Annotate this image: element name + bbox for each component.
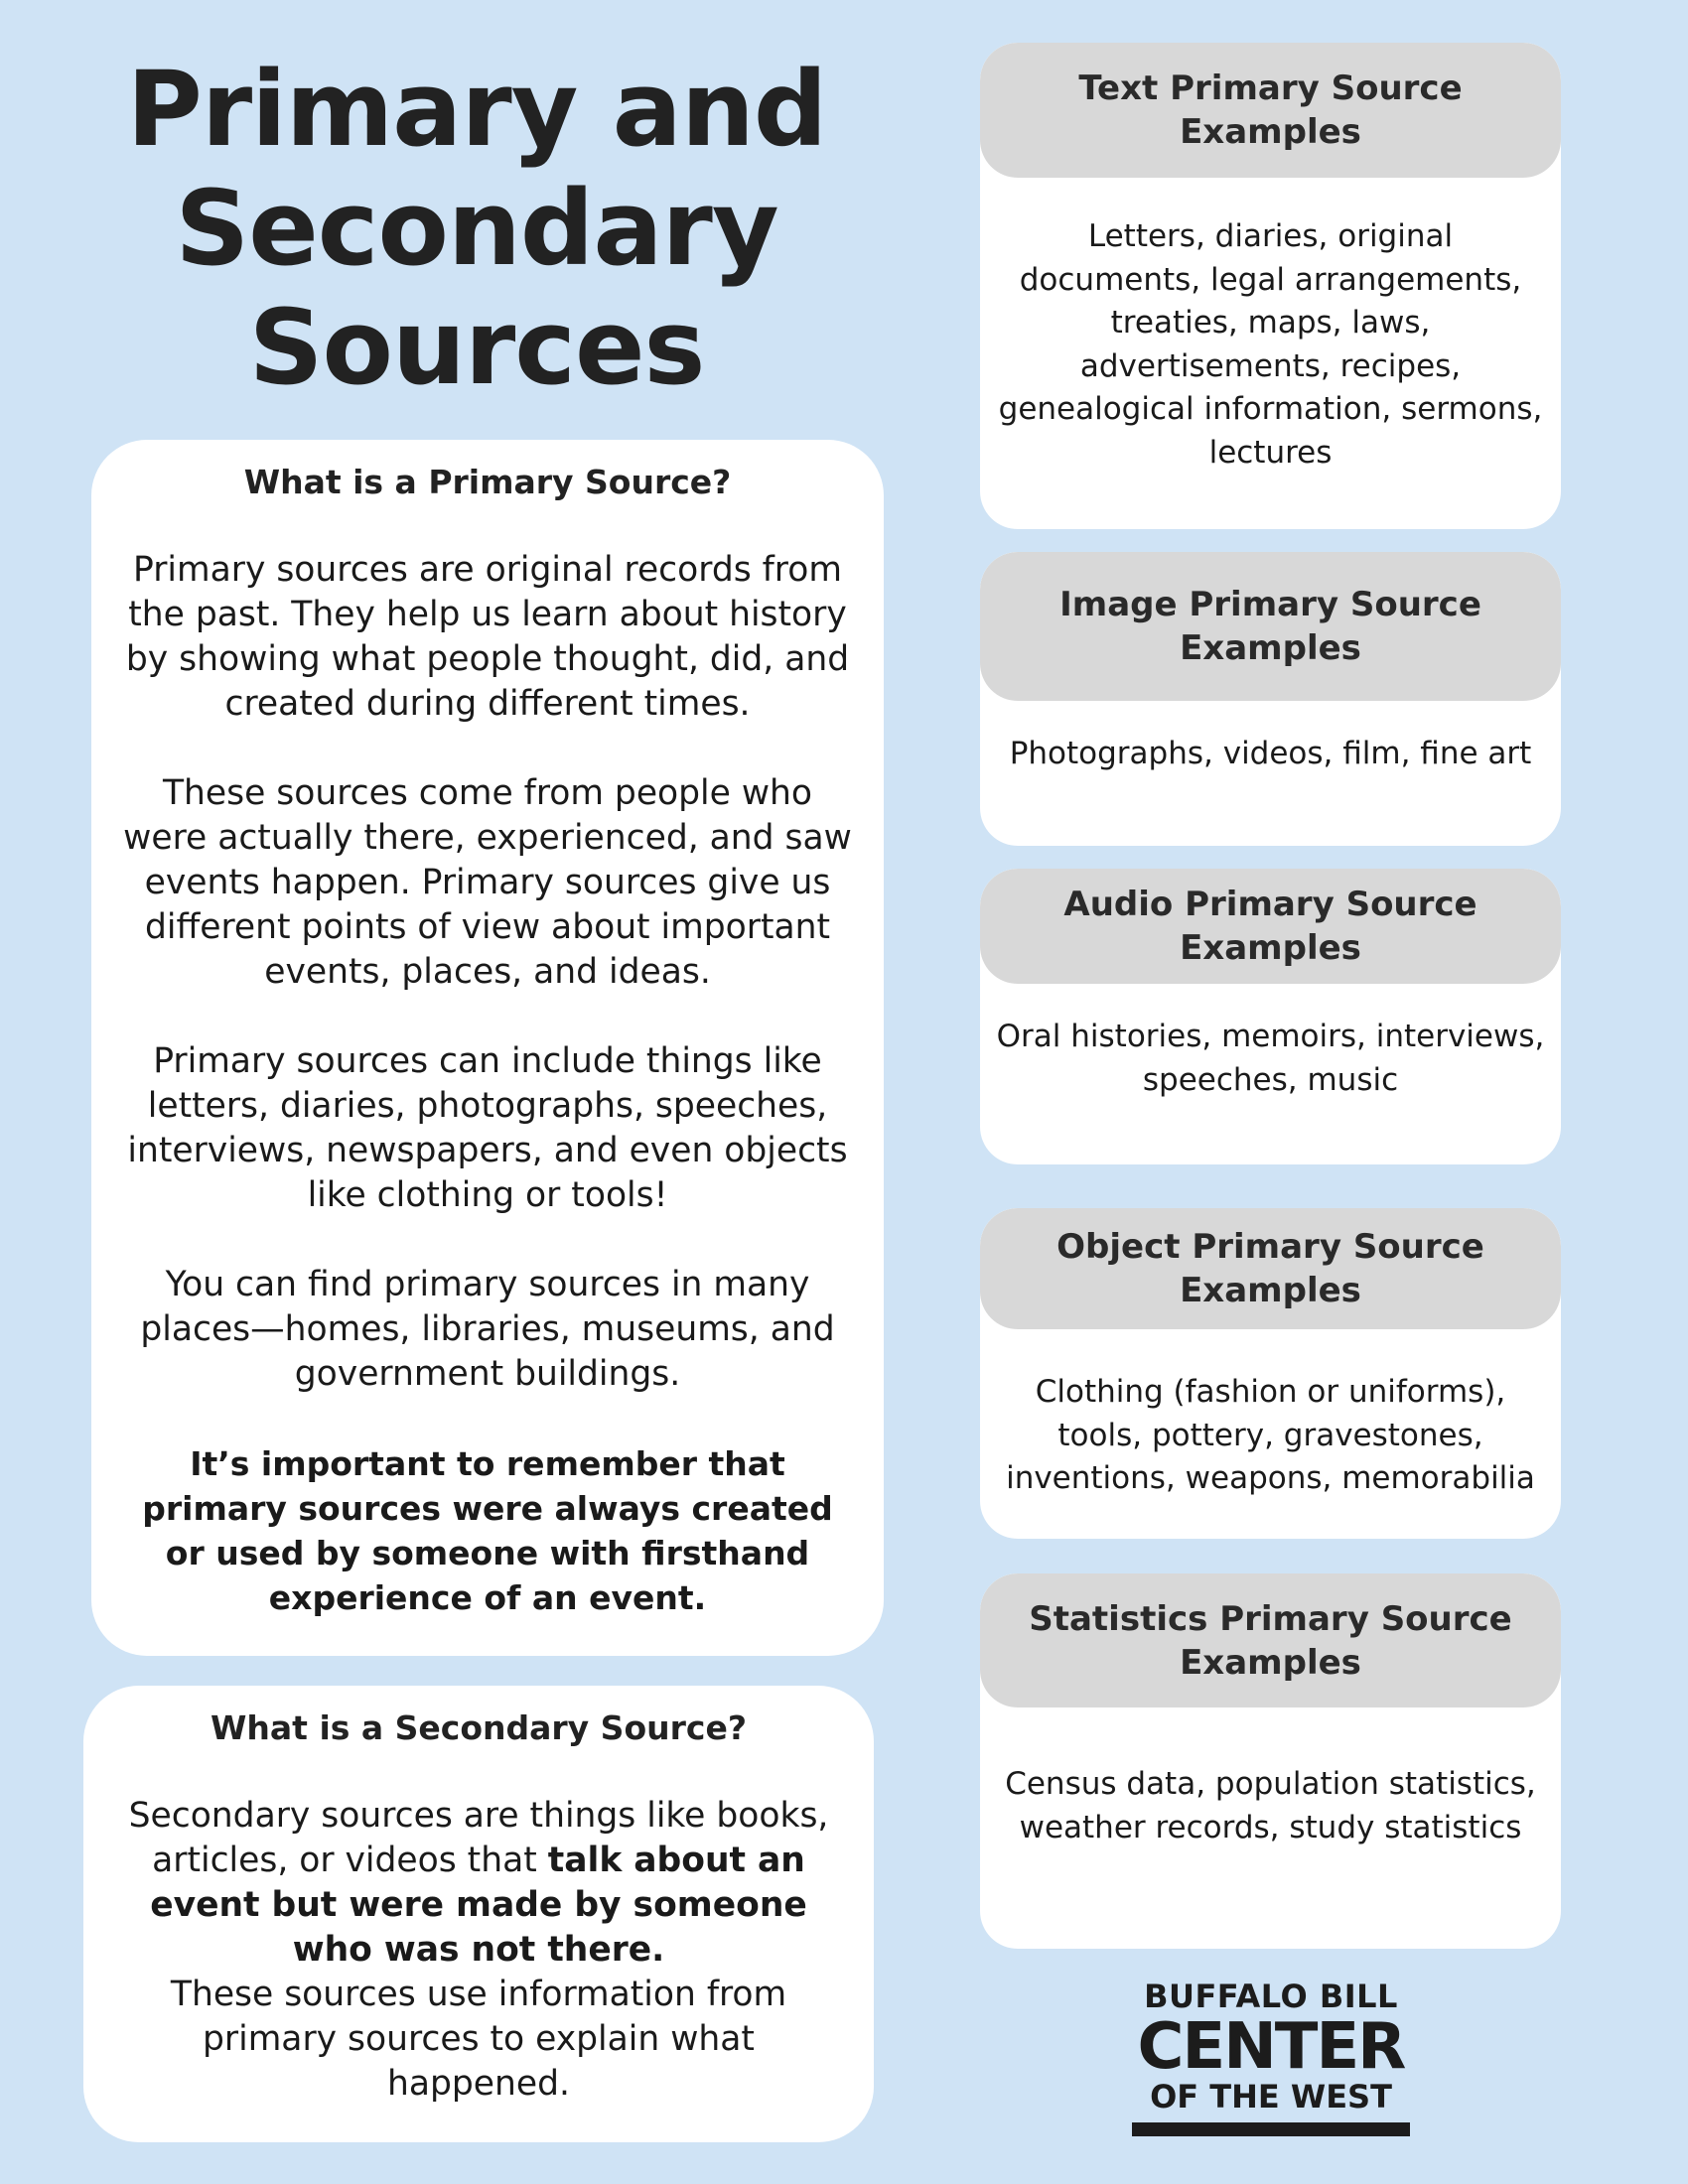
secondary-source-emphasis: talk about an event but were made by someone who was not there. (150, 1841, 807, 1970)
primary-source-key-point: It’s important to remember that primary sources were always created or used by someone with firsthand experience of an event. (142, 1444, 833, 1617)
object-examples-card (980, 1208, 1561, 1539)
secondary-source-paragraph-2: These sources use information from primary sources to explain what happened. (170, 1975, 787, 2104)
page-title-line-3: Sources (248, 287, 705, 408)
primary-source-paragraph-2: These sources come from people who were actually there, experienced, and saw events happen. Primary sources give us different points of view about important events, places, and ideas. (123, 773, 852, 992)
image-examples-card (980, 552, 1561, 846)
text-examples-heading: Text Primary Source Examples (980, 43, 1561, 178)
page-title (40, 50, 914, 407)
secondary-source-paragraph-1 (111, 1794, 846, 1973)
text-examples-body: Letters, diaries, original documents, legal arrangements, treaties, maps, laws, advertisements, recipes, genealogical information, sermons, lectures (998, 218, 1543, 471)
primary-source-heading: What is a Primary Source? (243, 463, 732, 501)
primary-source-paragraph-4: You can find primary sources in many places—homes, libraries, museums, and government buildings. (140, 1265, 835, 1394)
object-examples-heading: Object Primary Source Examples (980, 1208, 1561, 1329)
primary-source-paragraph-3: Primary sources can include things like letters, diaries, photographs, speeches, interviews, newspapers, and even objects like clothing or tools! (127, 1041, 848, 1215)
logo-line-2: CENTER (1137, 2010, 1405, 2084)
audio-examples-card (980, 869, 1561, 1164)
image-examples-heading: Image Primary Source Examples (980, 552, 1561, 701)
text-examples-card (980, 43, 1561, 529)
secondary-source-card (83, 1686, 874, 2142)
audio-examples-heading: Audio Primary Source Examples (980, 869, 1561, 984)
logo-underline (1132, 2122, 1410, 2136)
primary-source-paragraph-1: Primary sources are original records from the past. They help us learn about history by showing what people thought, did, and created during different times. (125, 550, 850, 724)
page-title-line-2: Secondary (175, 168, 778, 289)
secondary-source-text: Secondary sources are things like books, articles, or videos that (128, 1796, 829, 1880)
object-examples-body: Clothing (fashion or uniforms), tools, pottery, gravestones, inventions, weapons, memorabilia (1006, 1374, 1535, 1496)
logo-line-3: OF THE WEST (1150, 2078, 1392, 2116)
statistics-examples-heading: Statistics Primary Source Examples (980, 1573, 1561, 1707)
secondary-source-heading: What is a Secondary Source? (211, 1708, 747, 1747)
statistics-examples-body: Census data, population statistics, weather records, study statistics (1005, 1766, 1536, 1845)
image-examples-body: Photographs, videos, film, fine art (1009, 736, 1532, 771)
statistics-examples-card (980, 1573, 1561, 1949)
buffalo-bill-center-logo (1132, 1979, 1410, 2136)
primary-source-card (91, 440, 884, 1656)
page-title-line-1: Primary and (126, 49, 827, 170)
logo-line-1: BUFFALO BILL (1144, 1978, 1398, 2015)
audio-examples-body: Oral histories, memoirs, interviews, speeches, music (996, 1019, 1545, 1098)
